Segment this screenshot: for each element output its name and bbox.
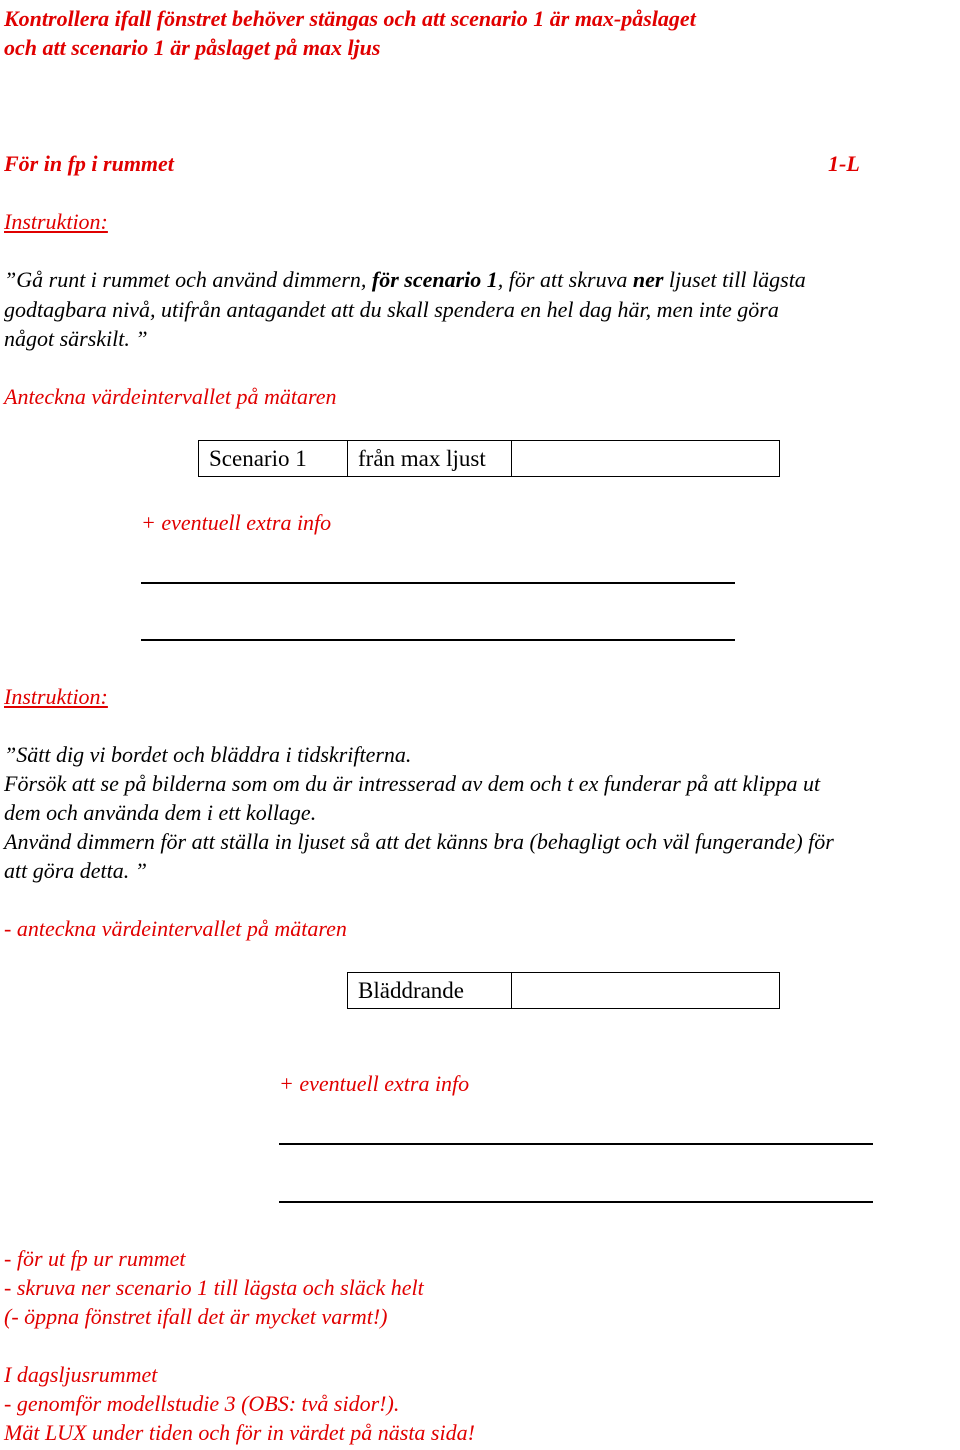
instruction-line-2: godtagbara nivå, utifrån antagandet att du skall spendera en hel dag här, men inte göra xyxy=(4,297,779,322)
extra-info2-line-2[interactable] xyxy=(279,1201,873,1203)
daylight-line-1: I dagsljusrummet xyxy=(4,1362,158,1387)
extra-info-label-2: + eventuell extra info xyxy=(279,1071,470,1096)
instruction2-line-2: Försök att se på bilderna som om du är intresserad av dem och t ex funderar på att klippa ut xyxy=(4,771,821,796)
value-cell[interactable] xyxy=(512,441,780,477)
anteckna-heading-2: - anteckna värdeintervallet på mätaren xyxy=(4,916,347,941)
instruction2-line-5: att göra detta. ” xyxy=(4,858,148,883)
daylight-line-2: - genomför modellstudie 3 (OBS: två sidor!). xyxy=(4,1391,400,1416)
scenario-table xyxy=(198,440,780,477)
instruction-line-3: något särskilt. ” xyxy=(4,326,148,351)
extra-info-line-2[interactable] xyxy=(141,639,735,641)
instruction2-line-3: dem och använda dem i ett kollage. xyxy=(4,800,317,825)
header-line-2: och att scenario 1 är påslaget på max ljus xyxy=(4,35,381,60)
section-title: För in fp i rummet xyxy=(4,151,174,176)
step-line-2: - skruva ner scenario 1 till lägsta och släck helt xyxy=(4,1275,424,1300)
header-line-1: Kontrollera ifall fönstret behöver stängas och att scenario 1 är max-påslaget xyxy=(4,6,696,31)
instruction2-line-1: ”Sätt dig vi bordet och bläddra i tidskrifterna. xyxy=(4,742,412,767)
anteckna-heading: Anteckna värdeintervallet på mätaren xyxy=(4,384,337,409)
range-label-cell: från max ljust xyxy=(348,441,512,477)
bladdrande-label-cell: Bläddrande xyxy=(348,973,512,1009)
step-line-1: - för ut fp ur rummet xyxy=(4,1246,186,1271)
bladdrande-table xyxy=(347,972,780,1009)
instruction2-line-4: Använd dimmern för att ställa in ljuset så att det känns bra (behagligt och väl fungerande) för xyxy=(4,829,834,854)
section-code: 1-L xyxy=(828,151,860,176)
instruktion-label-2: Instruktion: xyxy=(4,684,108,709)
scenario-label-cell: Scenario 1 xyxy=(199,441,348,477)
extra-info-label: + eventuell extra info xyxy=(141,510,332,535)
instruktion-label: Instruktion: xyxy=(4,209,108,234)
instruction-line-1: ”Gå runt i rummet och använd dimmern, för scenario 1, för att skruva ner ljuset till lägsta xyxy=(4,267,806,292)
extra-info-line-1[interactable] xyxy=(141,582,735,584)
daylight-line-3: Mät LUX under tiden och för in värdet på nästa sida! xyxy=(4,1420,475,1445)
extra-info2-line-1[interactable] xyxy=(279,1143,873,1145)
bladdrande-value-cell[interactable] xyxy=(512,973,780,1009)
step-line-3: (- öppna fönstret ifall det är mycket varmt!) xyxy=(4,1304,388,1329)
